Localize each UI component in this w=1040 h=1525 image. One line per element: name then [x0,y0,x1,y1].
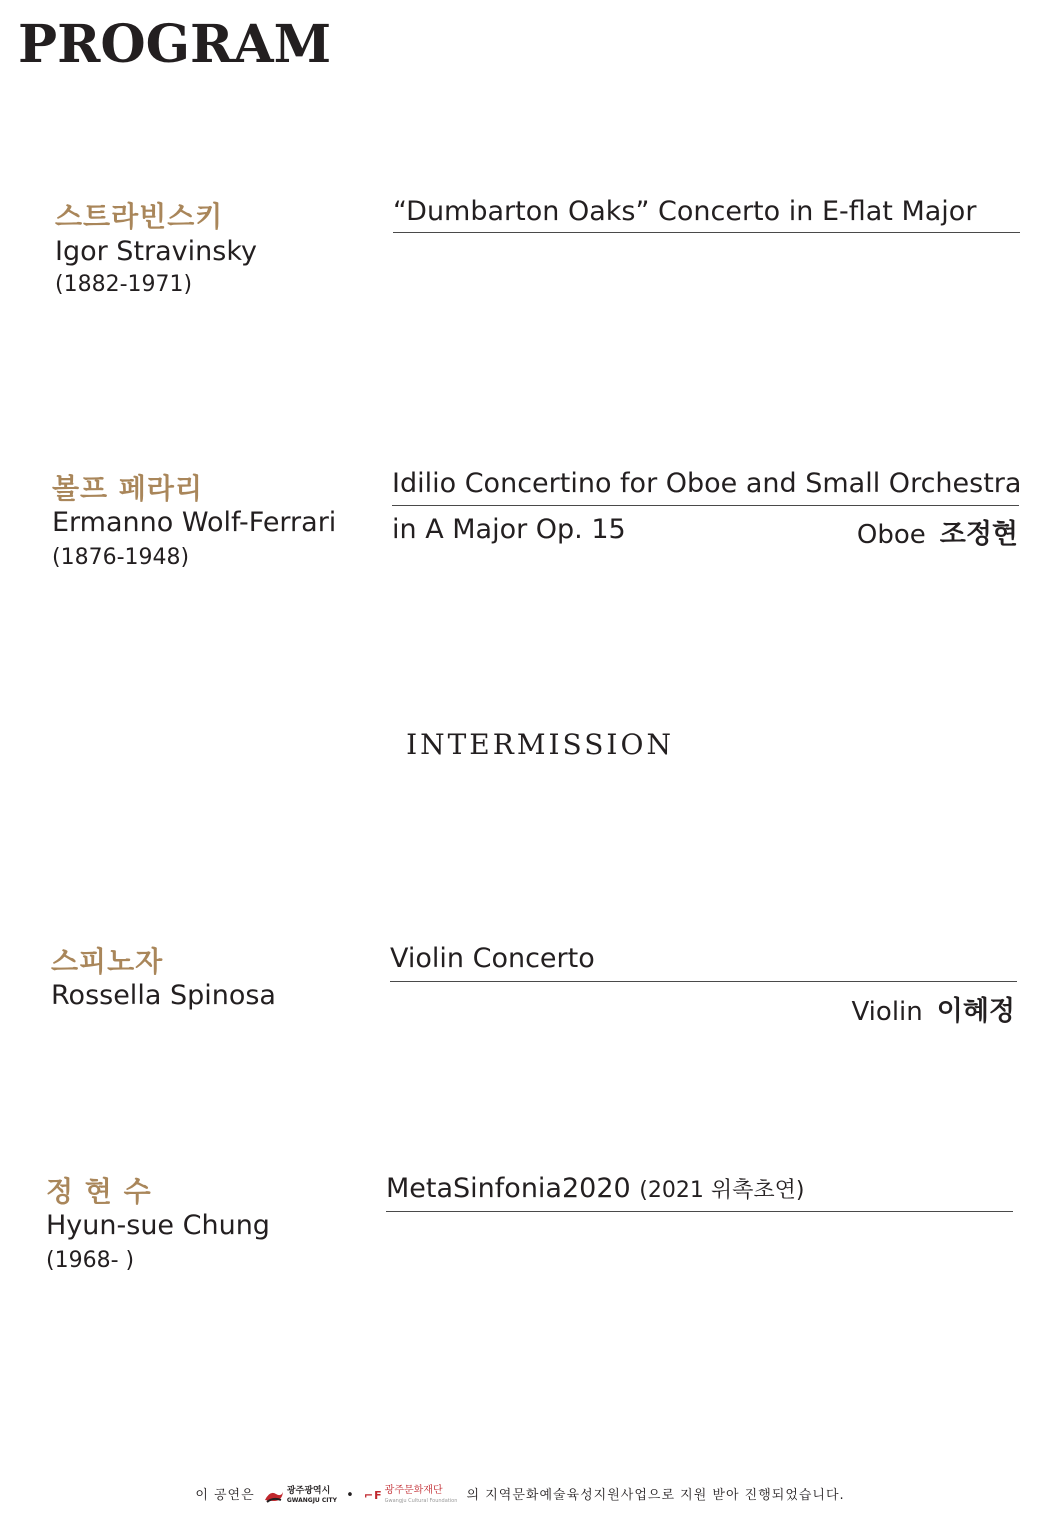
composer-english-name: Rossella Spinosa [51,980,276,1011]
footer-prefix: 이 공연은 [195,1488,255,1503]
performer-instrument: Oboe [856,520,926,550]
composer-korean-name: 스트라빈스키 [55,200,224,233]
footer-suffix: 의 지역문화예술육성지원사업으로 지원 받아 진행되었습니다. [466,1488,845,1503]
performer [851,989,1015,1028]
performer [857,512,1018,551]
composer-korean-name: 볼프 페라리 [52,472,203,505]
divider-line [393,232,1020,233]
work-title [386,1173,804,1204]
divider-line [390,981,1017,982]
composer-korean-name: 스피노자 [51,945,164,978]
footer-separator: • [346,1488,355,1503]
city-emblem-icon [264,1488,284,1504]
composer-korean-name: 정 현 수 [46,1175,152,1208]
intermission-label: INTERMISSION [406,728,674,761]
foundation-logo-sub: Gwangju Cultural Foundation [384,1497,458,1504]
composer-years: (1882-1971) [55,272,193,297]
composer-years: (1968- ) [46,1248,135,1273]
composer-years: (1876-1948) [52,545,190,570]
foundation-mark-icon: ⌐F [363,1489,383,1502]
work-title: Idilio Concertino for Oboe and Small Orchestra [392,468,1022,499]
page-title: PROGRAM [18,14,332,75]
gwangju-city-logo [264,1487,337,1505]
performer-name: 조정현 [939,519,1018,550]
sponsor-footer [0,1484,1040,1506]
performer-name: 이혜정 [936,996,1015,1027]
divider-line [386,1211,1013,1212]
work-note: (2021 위촉초연) [639,1178,805,1203]
composer-english-name: Hyun-sue Chung [46,1210,270,1241]
city-logo-sub: GWANGJU CITY [286,1496,337,1504]
work-title: “Dumbarton Oaks” Concerto in E-flat Major [393,196,977,227]
work-title-text: MetaSinfonia2020 [386,1173,631,1204]
work-title: Violin Concerto [390,943,595,974]
gwangju-foundation-logo [364,1486,457,1506]
composer-english-name: Ermanno Wolf-Ferrari [52,507,337,538]
foundation-logo-text: 광주문화재단 [384,1484,443,1496]
city-logo-text: 광주광역시 [286,1485,331,1496]
divider-line [392,505,1019,506]
composer-english-name: Igor Stravinsky [55,236,257,267]
work-title-line2: in A Major Op. 15 [392,514,626,545]
performer-instrument: Violin [851,997,923,1027]
